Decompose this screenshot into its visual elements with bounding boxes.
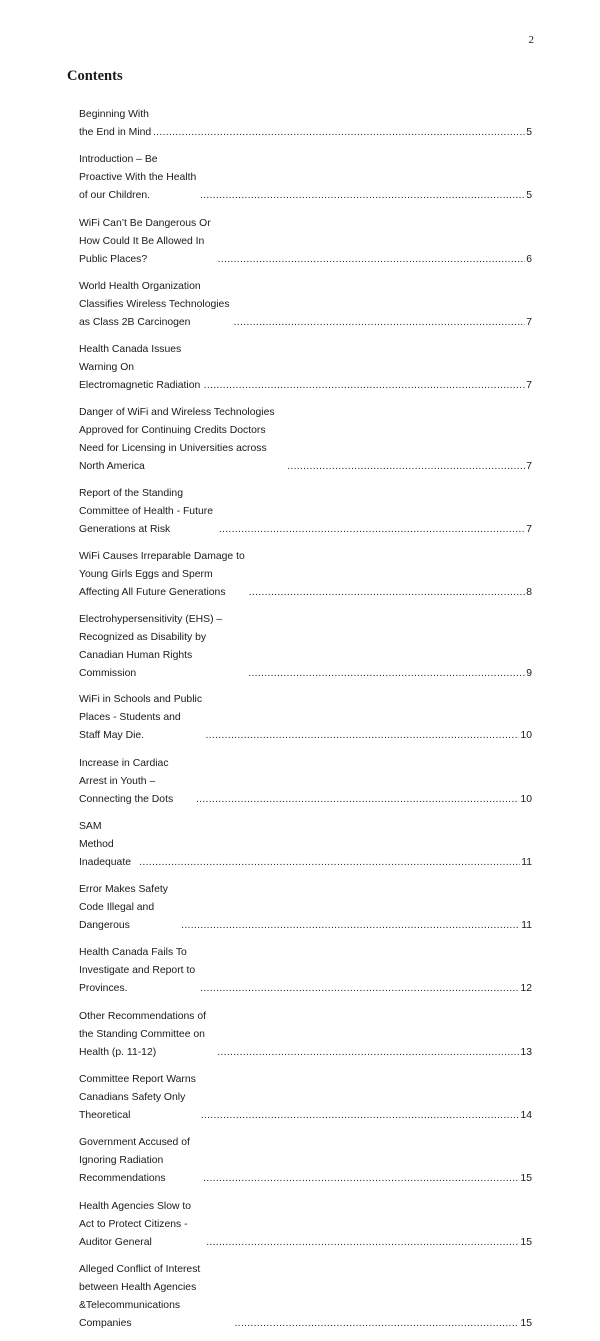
dot-leader xyxy=(205,1234,519,1252)
toc-entry-title: WiFi Causes Irreparable Damage to Young Girls Eggs and Sperm Affecting All Future Generations xyxy=(79,551,245,599)
toc-entry[interactable] xyxy=(79,215,532,269)
toc-entry-title: Health Canada Issues Warning On Electromagnetic Radiation xyxy=(79,344,201,392)
toc-entry-page: 6 xyxy=(526,253,532,265)
toc-entry-title: Committee Report Warns Canadians Safety Only Theoretical xyxy=(79,1074,196,1122)
dot-leader xyxy=(218,521,525,539)
toc-entry-title: Error Makes Safety Code Illegal and Dangerous xyxy=(79,884,168,932)
dot-leader xyxy=(200,1107,520,1125)
toc-entry[interactable] xyxy=(79,151,532,205)
toc-entry[interactable] xyxy=(79,1071,532,1125)
toc-entry-title: WiFi Can’t Be Dangerous Or How Could It Be Allowed In Public Places? xyxy=(79,217,211,265)
toc-entry-page: 8 xyxy=(526,587,532,599)
toc-entry-title: Health Agencies Slow to Act to Protect Citizens - Auditor General xyxy=(79,1200,192,1248)
dot-leader xyxy=(216,1044,519,1062)
dot-leader xyxy=(203,377,526,395)
dot-leader xyxy=(195,791,519,809)
dot-leader xyxy=(233,314,526,332)
dot-leader xyxy=(138,854,520,872)
toc-entry[interactable] xyxy=(79,818,532,872)
dot-leader xyxy=(217,251,526,269)
toc-entry-title: Other Recommendations of the Standing Committee on Health (p. 11-12) xyxy=(79,1010,207,1058)
toc-entry-title: SAM Method Inadequate xyxy=(79,820,132,868)
toc-entry-title: WiFi in Schools and Public Places - Students and Staff May Die. xyxy=(79,694,203,742)
toc-entry-page: 10 xyxy=(520,730,532,742)
dot-leader xyxy=(180,917,520,935)
dot-leader xyxy=(152,124,525,142)
toc-entry-page: 7 xyxy=(526,316,532,328)
toc-entry-page: 11 xyxy=(521,920,532,932)
toc-entry-page: 11 xyxy=(521,856,532,868)
toc-entry-title: Introduction – Be Proactive With the Health of our Children. xyxy=(79,154,197,202)
dot-leader xyxy=(233,1315,519,1333)
toc-entry-page: 5 xyxy=(526,127,532,138)
toc-entry-page: 13 xyxy=(520,1046,532,1058)
toc-entry-title: Electrohypersensitivity (EHS) – Recognized as Disability by Canadian Human Rights Commission xyxy=(79,613,223,679)
toc-entry[interactable] xyxy=(79,691,532,745)
toc-entry-page: 10 xyxy=(520,793,532,805)
toc-entry[interactable] xyxy=(79,1008,532,1062)
toc-entry-page: 7 xyxy=(526,461,532,473)
toc-entry[interactable] xyxy=(79,881,532,935)
toc-entry-title: Health Canada Fails To Investigate and Report to Provinces. xyxy=(79,947,196,995)
toc-entry[interactable] xyxy=(79,1261,532,1333)
dot-leader xyxy=(204,727,519,745)
toc-entry-title: Danger of WiFi and Wireless Technologies Approved for Continuing Credits Doctors Need for Licensing in Universities across North America xyxy=(79,407,275,473)
toc-entry-page: 15 xyxy=(520,1236,532,1248)
toc-entry-page: 12 xyxy=(520,983,532,995)
toc-entry[interactable] xyxy=(79,106,532,142)
toc-entry-page: 15 xyxy=(520,1173,532,1185)
toc-entry-page: 14 xyxy=(520,1110,532,1122)
dot-leader xyxy=(247,665,525,683)
toc-entry-page: 15 xyxy=(520,1317,532,1329)
toc-entry[interactable] xyxy=(79,548,532,602)
toc-entry-page: 9 xyxy=(526,667,532,679)
toc-entry[interactable] xyxy=(79,278,532,332)
toc-entry-title: Report of the Standing Committee of Health - Future Generations at Risk xyxy=(79,487,213,535)
dot-leader xyxy=(202,1170,519,1188)
toc-entry-page: 7 xyxy=(526,523,532,535)
toc-entry-title: Alleged Conflict of Interest between Health Agencies &Telecommunications Companies xyxy=(79,1263,201,1329)
toc-entry[interactable] xyxy=(79,611,532,683)
dot-leader xyxy=(199,980,519,998)
toc-entry-title: Government Accused of Ignoring Radiation Recommendations xyxy=(79,1137,190,1185)
toc-entry[interactable] xyxy=(79,944,532,998)
dot-leader xyxy=(286,458,525,476)
toc-heading: Contents xyxy=(67,68,123,84)
toc-entry[interactable] xyxy=(79,341,532,395)
toc-entry-title: Beginning With the End in Mind xyxy=(79,109,152,138)
toc-entry-page: 5 xyxy=(526,190,532,202)
toc-entry-title: Increase in Cardiac Arrest in Youth – Connecting the Dots xyxy=(79,757,174,805)
toc-entry-title: World Health Organization Classifies Wireless Technologies as Class 2B Carcinogen xyxy=(79,280,230,328)
page-number: 2 xyxy=(528,34,534,46)
dot-leader xyxy=(248,584,526,602)
toc-entry[interactable] xyxy=(79,485,532,539)
toc-entry-page: 7 xyxy=(526,380,532,392)
table-of-contents xyxy=(79,106,532,1341)
toc-entry[interactable] xyxy=(79,404,532,476)
toc-entry[interactable] xyxy=(79,1198,532,1252)
dot-leader xyxy=(199,187,525,205)
toc-entry[interactable] xyxy=(79,1134,532,1188)
